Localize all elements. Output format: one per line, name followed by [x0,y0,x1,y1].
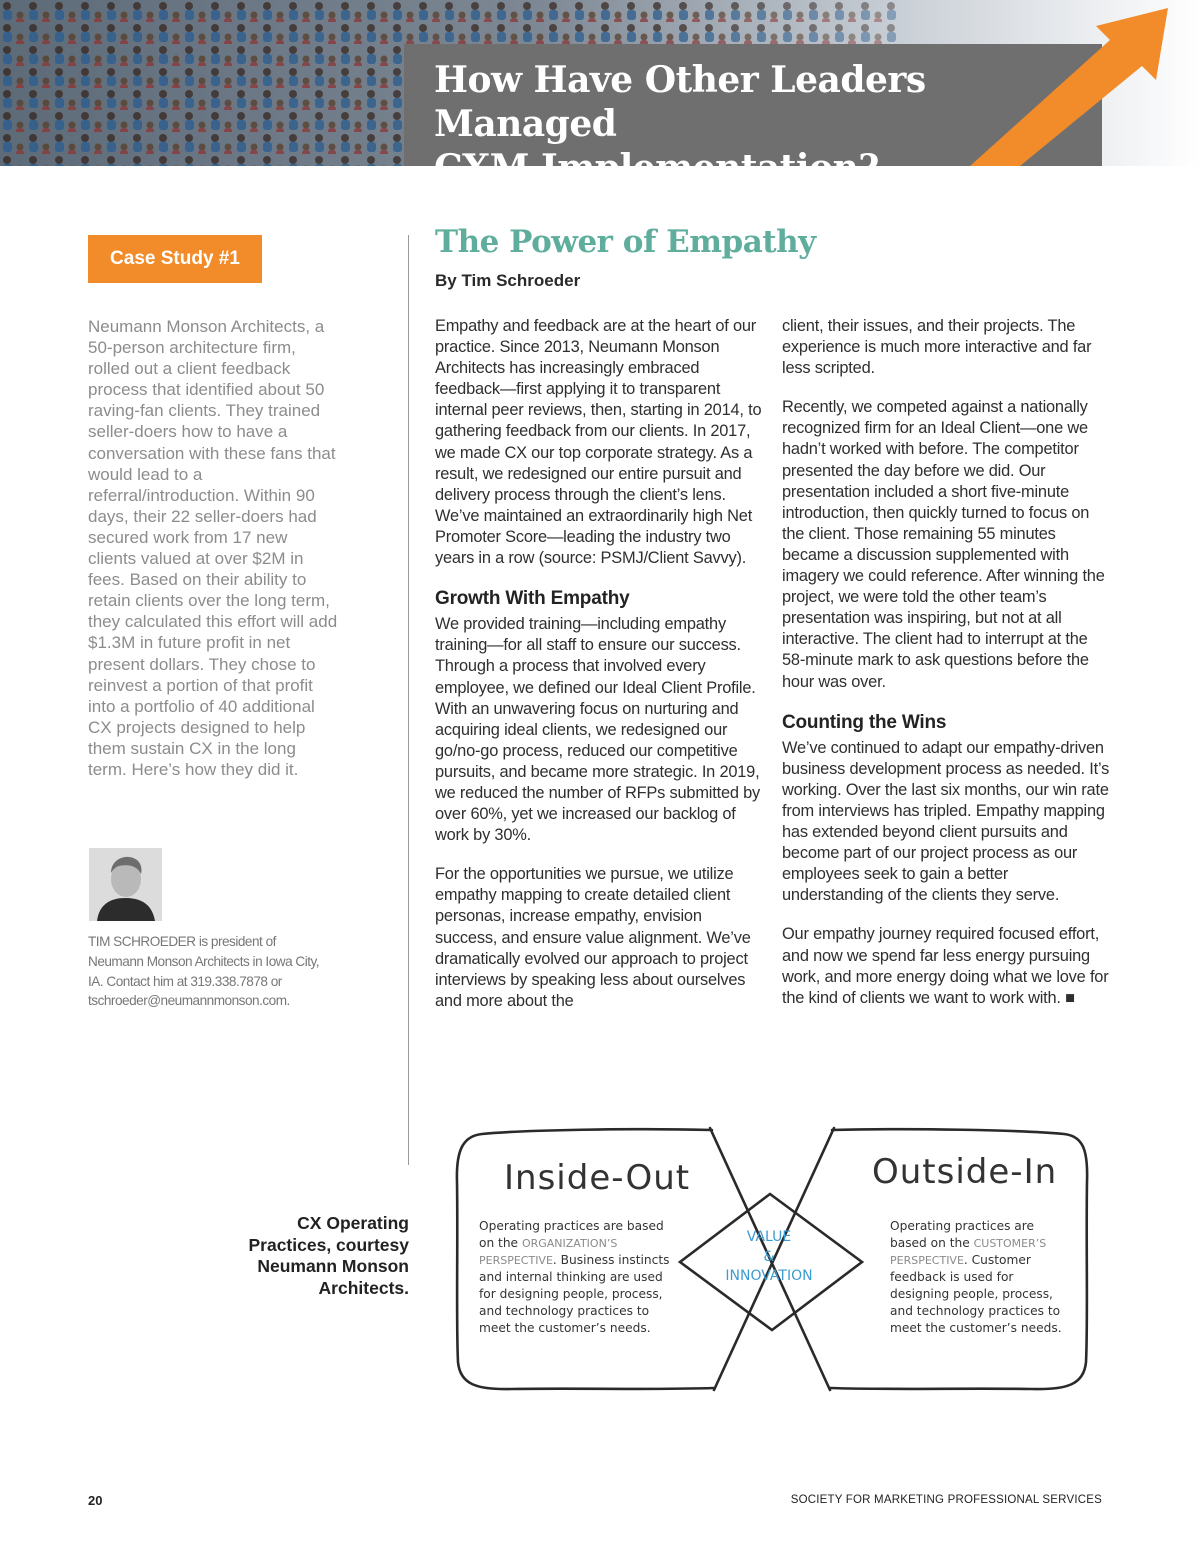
author-photo [89,848,162,921]
paragraph: Empathy and feedback are at the heart of our practice. Since 2013, Neumann Monson Architects has increasingly embraced feedback—first applying it to transparent internal peer reviews, then, starting in 2014, to gathering feedback from our clients. In 2017, we made CX our top corporate strategy. As a result, we redesigned our entire pursuit and delivery process through the client’s lens. We’ve maintained an extraordinarily high Net Promoter Score—leading the industry two years in a row (source: PSMJ/Client Savvy). [435,317,762,568]
author-bio: TIM SCHROEDER is president of Neumann Monson Architects in Iowa City, IA. Contact him at 319.338.7878 or tschroeder@neumannmonson.com. [88,934,320,1009]
byline: By Tim Schroeder [435,271,581,290]
article-column-1 [435,316,765,1012]
paragraph: We’ve continued to adapt our empathy-driven business development process as needed. It’s working. Over the last six months, our win rate from interviews has tripled. Empathy mapping has extended beyond client pursuits and become part of our project process as our employees seek to gain a better understanding of the clients they serve. [782,738,1110,905]
page-title [434,58,1094,190]
cx-practices-diagram [452,1122,1092,1397]
title-line-2: CXM Implementation? [434,147,879,189]
column-divider [408,235,409,1165]
paragraph: For the opportunities we pursue, we utilize empathy mapping to create detailed client personas, increase empathy, envision success, and ensure value alignment. We’ve dramatically evolved our approach to project interviews by speaking less about ourselves and more about the [435,865,751,1010]
outside-in-description: Operating practices are based on the CUSTOMER’S PERSPECTIVE. Customer feedback is used for designing people, process, and technology practices to meet the customer’s needs. [890,1219,1062,1335]
paragraph: Recently, we competed against a nationally recognized firm for an Ideal Client—one we hadn’t worked with before. The competitor presented the day before we did. Our presentation included a short five-minute introduction, then quickly turned to focus on the client. Those remaining 55 minutes became a discussion supplemented with imagery we could reference. After winning the project, we were told the other team’s presentation was inspiring, but not at all interactive. The client had to interrupt at the 58-minute mark to ask questions before the hour was over. [782,398,1105,691]
publisher-name: SOCIETY FOR MARKETING PROFESSIONAL SERVICES [790,1494,1102,1506]
case-study-intro: Neumann Monson Architects, a 50-person architecture firm, rolled out a client feedback process that identified about 50 raving-fan clients. They trained seller-doers how to have a conversation with these fans that would lead to a referral/introduction. Within 90 days, their 22 seller-doers had secured work from 17 new clients valued at over $2M in fees. Based on their ability to retain clients over the long term, they calculated this effort will add $1.3M in future profit in net present dollars. They chose to reinvest a portion of that profit into a portfolio of 40 additional CX projects designed to help them sustain CX in the long term. Here’s how they did it. [88,317,338,779]
case-study-badge: Case Study #1 [88,235,262,283]
outside-in-heading: Outside-In [872,1152,1058,1192]
value-innovation-label: VALUE & INNOVATION [725,1229,813,1284]
paragraph: We provided training—including empathy training—for all staff to ensure our success. Through a process that involved every employee, we defined our Ideal Client Profile. With an unwavering focus on nurturing and acquiring ideal clients, we redesigned our go/no-go process, reduced our competitive pursuits, and became more strategic. In 2019, we reduced the number of RFPs submitted by over 60%, yet we increased our backlog of work by 30%. [435,615,761,845]
section-heading-counting: Counting the Wins [782,711,947,733]
title-line-1: How Have Other Leaders Managed [434,59,926,145]
article-column-2 [782,316,1112,1009]
paragraph: Our empathy journey required focused effort, and now we spend far less energy pursuing work, and more energy doing what we love for the kind of clients we want to work with. ■ [782,925,1109,1007]
inside-out-heading: Inside-Out [504,1158,691,1198]
paragraph: client, their issues, and their projects. The experience is much more interactive and far less scripted. [782,317,1092,378]
figure-caption: CX Operating Practices, courtesy Neumann Monson Architects. [248,1213,409,1298]
section-heading-growth: Growth With Empathy [435,588,630,610]
page-number: 20 [88,1493,103,1508]
inside-out-description: Operating practices are based on the ORGANIZATION’S PERSPECTIVE. Business instincts and internal thinking are used for designing people, process, and technology practices to meet the customer’s needs. [479,1219,670,1335]
article-title: The Power of Empathy [435,224,816,260]
